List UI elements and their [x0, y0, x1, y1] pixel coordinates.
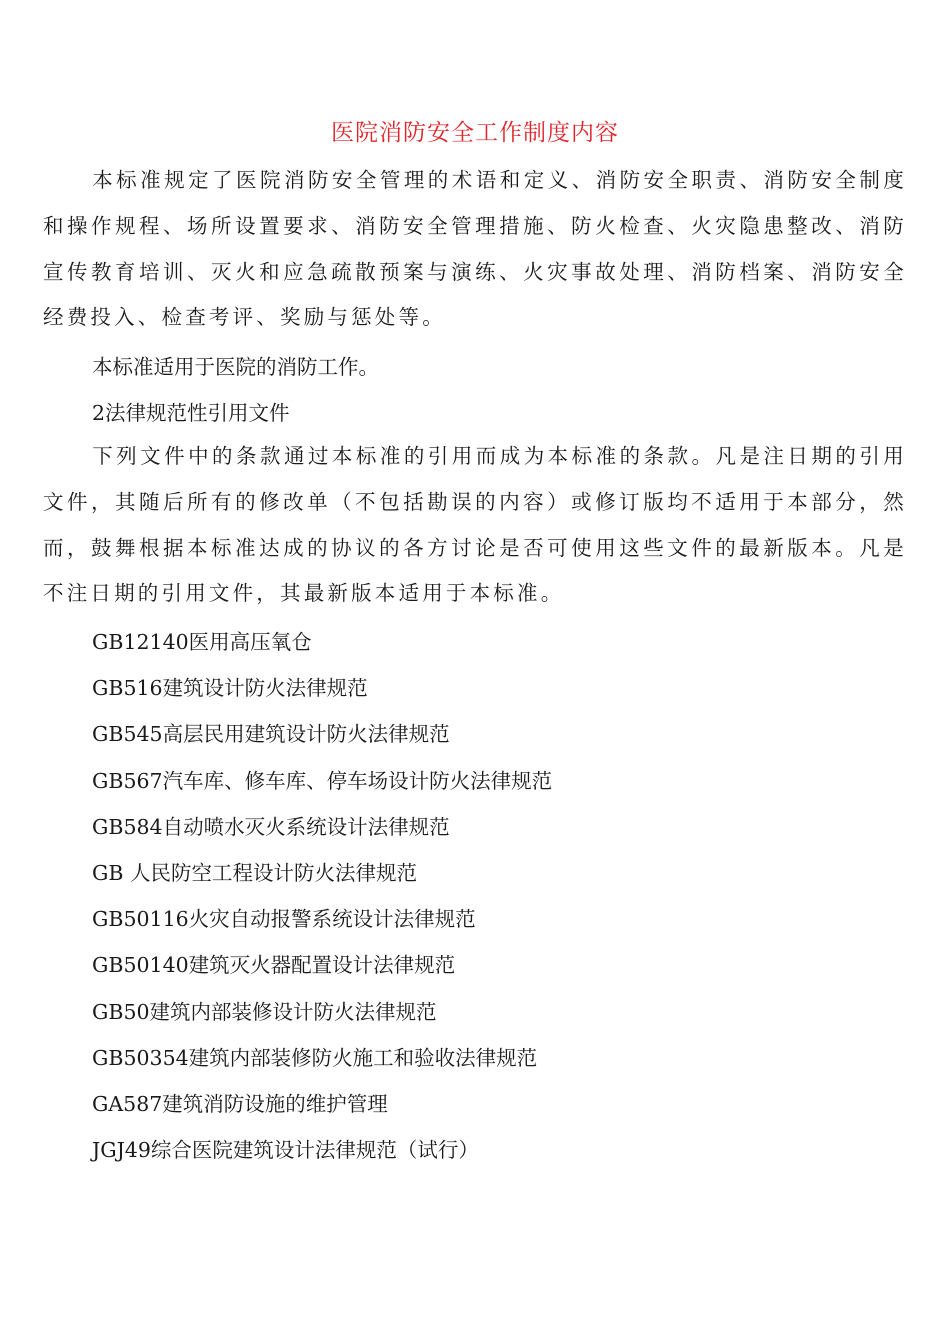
list-item: GB545高层民用建筑设计防火法律规范 — [92, 722, 450, 747]
document-title: 医院消防安全工作制度内容 — [331, 120, 619, 146]
list-item: GA587建筑消防设施的维护管理 — [92, 1091, 388, 1116]
list-item: GB50116火灾自动报警系统设计法律规范 — [92, 907, 476, 932]
list-item: GB567汽车库、修车库、停车场设计防火法律规范 — [92, 768, 553, 793]
section-heading-normative-references: 2法律规范性引用文件 — [92, 401, 290, 425]
applicability-paragraph: 本标准适用于医院的消防工作。 — [92, 355, 379, 379]
list-item: JGJ49综合医院建筑设计法律规范（试行） — [92, 1138, 479, 1163]
list-item: GB50140建筑灭火器配置设计法律规范 — [92, 953, 456, 978]
normative-references-paragraph: 下列文件中的条款通过本标准的引用而成为本标准的条款。凡是注日期的引用文件，其随后所有的修改单（不包括勘误的内容）或修订版均不适用于本部分，然而，鼓舞根据本标准达成的协议的各方讨论是否可使用这些文件的最新版本。凡是不注日期的引用文件，其最新版本适用于本标准。 — [43, 444, 907, 606]
list-item: GB584自动喷水灭火系统设计法律规范 — [92, 814, 450, 839]
scope-paragraph: 本标准规定了医院消防安全管理的术语和定义、消防安全职责、消防安全制度和操作规程、场所设置要求、消防安全管理措施、防火检查、火灾隐患整改、消防宣传教育培训、灭火和应急疏散预案与演练、火灾事故处理、消防档案、消防安全经费投入、检查考评、奖励与惩处等。 — [43, 168, 907, 330]
list-item: GB516建筑设计防火法律规范 — [92, 676, 368, 701]
list-item: GB50354建筑内部装修防火施工和验收法律规范 — [92, 1045, 538, 1070]
reference-list — [92, 627, 552, 1181]
list-item: GB50建筑内部装修设计防火法律规范 — [92, 999, 437, 1024]
list-item: GB12140医用高压氧仓 — [92, 630, 312, 654]
list-item: GB 人民防空工程设计防火法律规范 — [92, 860, 417, 885]
